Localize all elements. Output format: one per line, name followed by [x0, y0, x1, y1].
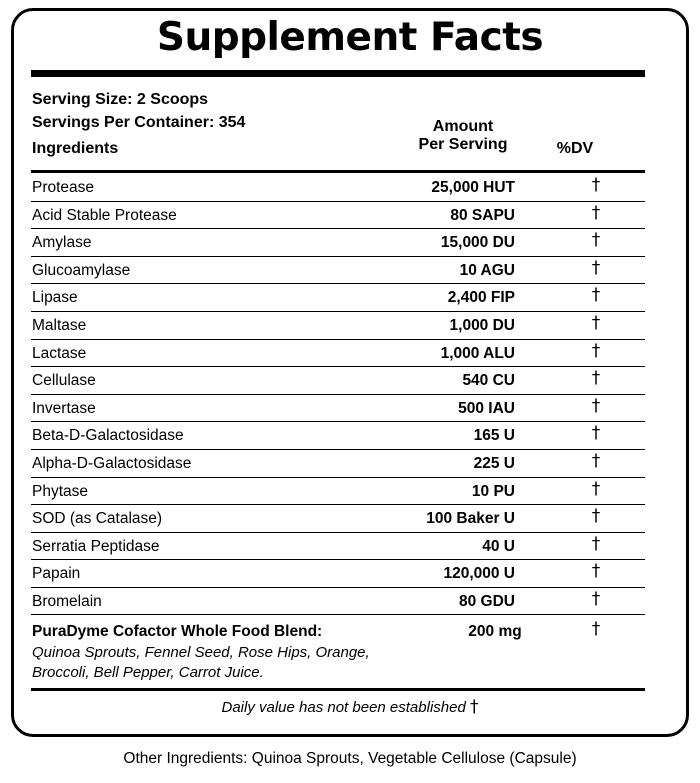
ingredient-name: Acid Stable Protease	[32, 206, 177, 224]
table-row	[32, 367, 644, 395]
servings-per-container: Servings Per Container: 354	[32, 114, 246, 131]
table-row	[32, 312, 644, 340]
ingredient-amount: 25,000 HUT	[431, 179, 515, 196]
amount-header-line2: Per Serving	[418, 136, 508, 153]
ingredient-dv: †	[591, 478, 601, 499]
ingredient-dv: †	[591, 202, 601, 223]
ingredient-dv: †	[591, 257, 601, 278]
ingredient-dv: †	[591, 230, 601, 251]
ingredient-amount: 10 PU	[471, 482, 515, 500]
ingredient-name: Phytase	[32, 482, 89, 500]
other-ingredients: Other Ingredients: Quinoa Sprouts, Vegetable Cellulose (Capsule)	[123, 750, 577, 767]
ingredient-name: Amylase	[32, 234, 92, 252]
blend-name: PuraDyme Cofactor Whole Food Blend:	[32, 623, 323, 640]
blend-dv: †	[591, 619, 601, 639]
blend-divider	[31, 614, 645, 615]
ingredient-name: Glucoamylase	[32, 261, 131, 279]
header-divider	[31, 170, 645, 173]
ingredient-amount: 120,000 U	[443, 565, 515, 583]
title-divider	[31, 70, 645, 77]
ingredient-amount: 10 AGU	[459, 261, 515, 279]
ingredient-amount: 225 U	[473, 455, 515, 472]
ingredient-dv: †	[591, 561, 601, 582]
ingredient-dv: †	[591, 368, 601, 389]
ingredient-dv: †	[591, 423, 601, 444]
table-row	[32, 533, 644, 561]
ingredient-dv: †	[591, 340, 601, 361]
ingredient-dv: †	[591, 313, 601, 333]
ingredient-name: Lactase	[32, 344, 87, 362]
blend-amount: 200 mg	[468, 623, 522, 640]
footnote-text: Daily value has not been established	[221, 699, 466, 716]
table-row	[32, 588, 644, 616]
ingredient-amount: 1,000 DU	[449, 317, 515, 334]
ingredient-dv: †	[591, 395, 601, 416]
ingredient-amount: 40 U	[482, 537, 515, 555]
ingredient-dv: †	[591, 589, 601, 609]
footnote	[0, 697, 700, 718]
ingredient-name: Invertase	[32, 399, 96, 417]
table-row	[32, 202, 644, 230]
ingredient-name: Alpha-D-Galactosidase	[32, 455, 192, 472]
table-row	[32, 340, 644, 368]
ingredient-dv: †	[591, 451, 601, 471]
blend-row	[32, 619, 644, 683]
ingredient-amount: 80 SAPU	[450, 206, 515, 224]
ingredients-header: Ingredients	[32, 140, 119, 157]
blend-description-line2: Broccoli, Bell Pepper, Carrot Juice.	[32, 664, 264, 681]
ingredient-name: Cellulase	[32, 372, 96, 390]
ingredient-amount: 2,400 FIP	[447, 289, 515, 307]
ingredient-amount: 100 Baker U	[426, 510, 515, 528]
footnote-divider	[31, 688, 645, 691]
ingredient-amount: 165 U	[473, 427, 515, 445]
ingredient-dv: †	[591, 533, 601, 554]
ingredient-dv: †	[591, 285, 601, 306]
ingredient-dv: †	[591, 506, 601, 527]
ingredient-amount: 15,000 DU	[440, 234, 515, 252]
ingredient-name: SOD (as Catalase)	[32, 510, 163, 528]
dagger-symbol: †	[470, 697, 479, 717]
table-row	[32, 560, 644, 588]
ingredient-name: Papain	[32, 565, 81, 583]
table-row	[32, 257, 644, 285]
blend-description-line1: Quinoa Sprouts, Fennel Seed, Rose Hips, Orange,	[32, 644, 370, 661]
serving-size: Serving Size: 2 Scoops	[32, 91, 209, 108]
dv-header: %DV	[556, 140, 594, 157]
ingredient-amount: 500 IAU	[458, 399, 515, 417]
ingredient-amount: 540 CU	[462, 372, 515, 390]
ingredient-amount: 80 GDU	[459, 593, 515, 610]
table-row	[32, 395, 644, 423]
ingredient-name: Maltase	[32, 317, 87, 334]
ingredient-name: Bromelain	[32, 593, 102, 610]
panel-title: Supplement Facts	[156, 15, 544, 60]
ingredient-name: Serratia Peptidase	[32, 537, 160, 555]
table-row	[32, 450, 644, 478]
table-row	[32, 284, 644, 312]
amount-header-line1: Amount	[432, 118, 494, 135]
ingredient-name: Lipase	[32, 289, 78, 307]
table-row	[32, 422, 644, 450]
table-row	[32, 478, 644, 506]
blend-description	[32, 643, 644, 683]
ingredient-name: Beta-D-Galactosidase	[32, 427, 184, 445]
table-row	[32, 505, 644, 533]
ingredient-name: Protease	[32, 179, 95, 196]
table-row	[32, 174, 644, 202]
amount-per-serving-header	[400, 118, 526, 154]
ingredient-amount: 1,000 ALU	[440, 344, 515, 362]
table-row	[32, 229, 644, 257]
ingredient-dv: †	[591, 175, 601, 195]
